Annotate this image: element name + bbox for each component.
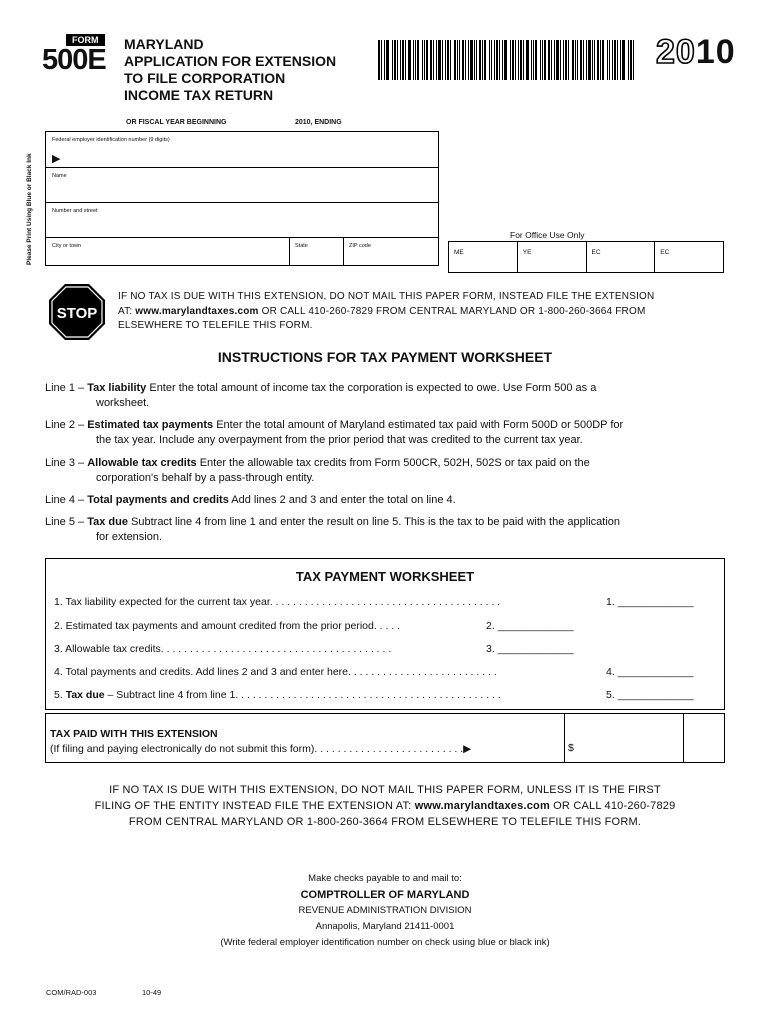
barcode-bar bbox=[565, 40, 567, 80]
barcode-bar bbox=[484, 40, 486, 80]
fein-field[interactable] bbox=[46, 132, 438, 168]
barcode-bar bbox=[476, 40, 477, 80]
divider bbox=[564, 714, 565, 762]
barcode-bar bbox=[572, 40, 574, 80]
line-prefix: 5. bbox=[54, 689, 66, 701]
barcode-bar bbox=[482, 40, 483, 80]
barcode-bar bbox=[526, 40, 529, 80]
mail-payee: COMPTROLLER OF MARYLAND bbox=[300, 889, 470, 901]
line-prefix: Line 1 – bbox=[45, 382, 88, 394]
barcode-bar bbox=[417, 40, 419, 80]
barcode-bar bbox=[445, 40, 446, 80]
mail-note: (Write federal employer identification number on check using blue or black ink) bbox=[220, 937, 550, 948]
line-term: Total payments and credits bbox=[87, 494, 229, 506]
barcode-bar bbox=[415, 40, 416, 80]
barcode-bar bbox=[479, 40, 481, 80]
barcode-bar bbox=[583, 40, 584, 80]
tax-paid-subtitle: (If filing and paying electronically do not submit this form). . . . . . . . . . . . . . . . . . . . . . . . . . bbox=[50, 743, 464, 755]
barcode-bar bbox=[533, 40, 534, 80]
barcode-bar bbox=[575, 40, 576, 80]
line-number: 5. bbox=[606, 689, 615, 701]
barcode-bar bbox=[510, 40, 511, 80]
barcode-bar bbox=[386, 40, 389, 80]
instruction-item bbox=[45, 456, 735, 486]
line-blank: _____________ bbox=[617, 666, 694, 678]
barcode-bar bbox=[588, 40, 591, 80]
line-prefix: Line 3 – bbox=[45, 457, 88, 469]
mail-division: REVENUE ADMINISTRATION DIVISION bbox=[298, 905, 472, 916]
form-revision: 10-49 bbox=[142, 988, 162, 997]
barcode-bar bbox=[563, 40, 564, 80]
line-text: Add lines 2 and 3 and enter the total on line 4. bbox=[228, 494, 456, 506]
tax-paid-box bbox=[45, 713, 725, 763]
barcode-bar bbox=[457, 40, 458, 80]
worksheet-line-1-label: 1. Tax liability expected for the current tax year. . . . . . . . . . . . . . . . . . . . . . . . . . . . . . . . . . . . . . . . bbox=[54, 596, 501, 608]
line-blank: _____________ bbox=[497, 643, 574, 655]
barcode bbox=[378, 40, 636, 80]
barcode-bar bbox=[489, 40, 490, 80]
year-solid: 10 bbox=[695, 33, 736, 71]
street-field[interactable] bbox=[46, 203, 438, 238]
line-prefix: Line 5 – bbox=[45, 516, 88, 528]
barcode-bar bbox=[502, 40, 503, 80]
barcode-bar bbox=[454, 40, 456, 80]
mail-city: Annapolis, Maryland 21411-0001 bbox=[315, 921, 455, 932]
barcode-bar bbox=[413, 40, 414, 80]
barcode-bar bbox=[602, 40, 604, 80]
line-cont: corporation's behalf by a pass-through entity. bbox=[96, 472, 315, 484]
city-label: City or town bbox=[52, 243, 82, 249]
fein-label: Federal employer identification number (9 digits) bbox=[52, 137, 170, 143]
dollar-sign: $ bbox=[568, 742, 574, 754]
line-prefix: Line 2 – bbox=[45, 419, 88, 431]
barcode-bar bbox=[494, 40, 495, 80]
barcode-bar bbox=[551, 40, 552, 80]
form-title bbox=[124, 36, 384, 104]
barcode-bar bbox=[614, 40, 616, 80]
barcode-bar bbox=[496, 40, 498, 80]
barcode-bar bbox=[408, 40, 411, 80]
barcode-bar bbox=[470, 40, 473, 80]
barcode-bar bbox=[499, 40, 500, 80]
notice-line-rest: OR CALL 410-260-7829 bbox=[549, 800, 676, 812]
notice-line: IF NO TAX IS DUE WITH THIS EXTENSION, DO NOT MAIL THIS PAPER FORM, UNLESS IT IS THE FIRST bbox=[109, 784, 661, 796]
barcode-bar bbox=[392, 40, 393, 80]
stop-line: ELSEWHERE TO TELEFILE THIS FORM. bbox=[118, 320, 313, 331]
line-number: 2. bbox=[486, 620, 495, 632]
tax-paid-cents-field[interactable] bbox=[686, 716, 722, 760]
barcode-bar bbox=[531, 40, 532, 80]
barcode-bar bbox=[433, 40, 434, 80]
barcode-bar bbox=[518, 40, 519, 80]
tax-year bbox=[656, 33, 736, 72]
barcode-bar bbox=[459, 40, 460, 80]
barcode-bar bbox=[424, 40, 425, 80]
barcode-bar bbox=[384, 40, 385, 80]
tax-paid-title: TAX PAID WITH THIS EXTENSION bbox=[50, 728, 218, 740]
line-term: Tax due bbox=[87, 516, 128, 528]
stop-sign-icon bbox=[48, 283, 106, 341]
barcode-bar bbox=[556, 40, 559, 80]
worksheet-line-4-label: 4. Total payments and credits. Add lines 2 and 3 and enter here. . . . . . . . . . . . . . . . . . . . . . . . . . bbox=[54, 666, 497, 678]
barcode-bar bbox=[568, 40, 569, 80]
barcode-bar bbox=[491, 40, 492, 80]
stop-sign-text: STOP bbox=[56, 305, 98, 322]
title-line: INCOME TAX RETURN bbox=[124, 87, 274, 103]
stop-line: IF NO TAX IS DUE WITH THIS EXTENSION, DO NOT MAIL THIS PAPER FORM, INSTEAD FILE THE EXTENSION bbox=[118, 291, 655, 302]
line-term: Estimated tax payments bbox=[87, 419, 214, 431]
line-blank: _____________ bbox=[617, 689, 694, 701]
barcode-bar bbox=[430, 40, 432, 80]
line-term: Tax due bbox=[65, 689, 105, 701]
barcode-bar bbox=[523, 40, 524, 80]
line-text: Enter the allowable tax credits from Form 500CR, 502H, 502S or tax paid on the bbox=[196, 457, 590, 469]
barcode-bar bbox=[450, 40, 451, 80]
line-cont: worksheet. bbox=[96, 397, 150, 409]
arrow-right-icon: ▶ bbox=[52, 153, 61, 165]
worksheet-line-3-label: 3. Allowable tax credits. . . . . . . . . . . . . . . . . . . . . . . . . . . . . . . . . . . . . . . . bbox=[54, 643, 392, 655]
year-outlined: 20 bbox=[656, 33, 696, 71]
state-label: State bbox=[295, 243, 308, 249]
barcode-bar bbox=[397, 40, 398, 80]
tax-paid-amount-field[interactable] bbox=[568, 742, 682, 760]
barcode-bar bbox=[535, 40, 537, 80]
website-link[interactable]: www.marylandtaxes.com bbox=[414, 800, 550, 812]
barcode-bar bbox=[540, 40, 541, 80]
instruction-item bbox=[45, 515, 735, 545]
barcode-bar bbox=[548, 40, 550, 80]
barcode-bar bbox=[542, 40, 543, 80]
line-blank: _____________ bbox=[617, 596, 694, 608]
office-use-box bbox=[448, 241, 724, 273]
fiscal-year-ending: 2010, ENDING bbox=[295, 119, 342, 126]
title-line: APPLICATION FOR EXTENSION bbox=[124, 53, 337, 69]
line-number: 1. bbox=[606, 596, 615, 608]
worksheet-line-2-field[interactable] bbox=[486, 620, 574, 632]
line-term: Tax liability bbox=[87, 382, 147, 394]
office-cell-ec: EC bbox=[660, 249, 670, 256]
state-field[interactable] bbox=[289, 238, 344, 266]
barcode-bar bbox=[512, 40, 514, 80]
title-line: MARYLAND bbox=[124, 36, 204, 52]
line-blank: _____________ bbox=[497, 620, 574, 632]
instruction-item bbox=[45, 493, 735, 508]
barcode-bar bbox=[465, 40, 466, 80]
barcode-bar bbox=[580, 40, 582, 80]
barcode-bar bbox=[442, 40, 443, 80]
barcode-bar bbox=[597, 40, 599, 80]
barcode-bar bbox=[378, 40, 380, 80]
stop-notice bbox=[118, 290, 738, 334]
website-link[interactable]: www.marylandtaxes.com bbox=[135, 305, 259, 317]
barcode-bar bbox=[607, 40, 608, 80]
barcode-bar bbox=[617, 40, 618, 80]
instructions-heading: INSTRUCTIONS FOR TAX PAYMENT WORKSHEET bbox=[217, 349, 553, 365]
line-text: – Subtract line 4 from line 1. . . . . . . . . . . . . . . . . . . . . . . . . . . . . . . . . . . . . . . . . . . . . . bbox=[104, 689, 501, 701]
barcode-bar bbox=[628, 40, 629, 80]
office-cell-ec: EC bbox=[587, 242, 656, 272]
barcode-bar bbox=[633, 40, 634, 80]
office-cell-ye: YE bbox=[518, 242, 587, 272]
mail-instruction: Make checks payable to and mail to: bbox=[308, 873, 462, 884]
divider bbox=[683, 714, 684, 762]
barcode-bar bbox=[394, 40, 396, 80]
zip-label: ZIP code bbox=[349, 243, 371, 249]
city-field[interactable] bbox=[46, 238, 290, 266]
form-code: COM/RAD-003 bbox=[46, 988, 97, 997]
barcode-bar bbox=[544, 40, 546, 80]
barcode-bar bbox=[600, 40, 601, 80]
form-number: 500E bbox=[42, 44, 106, 76]
line-text: Enter the total amount of income tax the corporation is expected to owe. Use Form 500 as a bbox=[146, 382, 597, 394]
no-tax-notice bbox=[40, 782, 730, 830]
stop-line-prefix: AT: bbox=[118, 305, 136, 317]
barcode-bar bbox=[560, 40, 561, 80]
worksheet-line-1-field[interactable] bbox=[606, 596, 694, 608]
fiscal-year-beginning: OR FISCAL YEAR BEGINNING bbox=[126, 119, 227, 126]
notice-line: FROM CENTRAL MARYLAND OR 1-800-260-3664 FROM ELSEWHERE TO TELEFILE THIS FORM. bbox=[128, 816, 642, 828]
barcode-bar bbox=[402, 40, 404, 80]
worksheet-line-2-label: 2. Estimated tax payments and amount credited from the prior period. . . . . bbox=[54, 620, 401, 632]
barcode-bar bbox=[381, 40, 382, 80]
tax-payment-worksheet bbox=[45, 558, 725, 710]
barcode-bar bbox=[622, 40, 625, 80]
barcode-bar bbox=[620, 40, 621, 80]
barcode-bar bbox=[520, 40, 522, 80]
instruction-item bbox=[45, 381, 735, 411]
worksheet-title: TAX PAYMENT WORKSHEET bbox=[295, 569, 475, 584]
barcode-bar bbox=[515, 40, 516, 80]
barcode-bar bbox=[504, 40, 507, 80]
ink-note: Please Print Using Blue or Black Ink bbox=[26, 153, 33, 265]
line-number: 4. bbox=[606, 666, 615, 678]
worksheet-line-3-field[interactable] bbox=[486, 643, 574, 655]
line-text: Subtract line 4 from line 1 and enter the result on line 5. This is the tax to be paid with the application bbox=[127, 516, 620, 528]
street-label: Number and street bbox=[52, 208, 98, 214]
barcode-bar bbox=[609, 40, 610, 80]
line-prefix: Line 4 – bbox=[45, 494, 88, 506]
barcode-bar bbox=[474, 40, 475, 80]
zip-field[interactable] bbox=[343, 238, 438, 266]
name-label: Name bbox=[52, 173, 67, 179]
line-number: 3. bbox=[486, 643, 495, 655]
line-term: Allowable tax credits bbox=[87, 457, 197, 469]
notice-line-prefix: FILING OF THE ENTITY INSTEAD FILE THE EXTENSION AT: bbox=[94, 800, 415, 812]
barcode-bar bbox=[438, 40, 441, 80]
tax-paid-label bbox=[50, 727, 471, 757]
barcode-bar bbox=[426, 40, 428, 80]
office-cell-me: ME bbox=[449, 242, 518, 272]
barcode-bar bbox=[462, 40, 464, 80]
form-label: FORM bbox=[66, 34, 105, 46]
office-use-title: For Office Use Only bbox=[510, 230, 585, 240]
barcode-bar bbox=[400, 40, 401, 80]
name-field[interactable] bbox=[46, 168, 438, 203]
worksheet-line-4-field[interactable] bbox=[606, 666, 694, 678]
taxpayer-id-box bbox=[45, 131, 439, 266]
worksheet-line-5-field[interactable] bbox=[606, 689, 694, 701]
barcode-bar bbox=[586, 40, 587, 80]
barcode-bar bbox=[468, 40, 469, 80]
worksheet-line-5-label bbox=[54, 689, 501, 701]
city-row bbox=[46, 238, 438, 266]
title-line: TO FILE CORPORATION bbox=[124, 70, 286, 86]
mailing-address bbox=[0, 871, 770, 951]
barcode-bar bbox=[577, 40, 578, 80]
line-cont: the tax year. Include any overpayment from the prior period that was credited to the current tax year. bbox=[96, 434, 583, 446]
barcode-bar bbox=[554, 40, 555, 80]
barcode-bar bbox=[447, 40, 449, 80]
barcode-bar bbox=[592, 40, 593, 80]
arrow-right-icon: ▶ bbox=[463, 743, 472, 755]
barcode-bar bbox=[612, 40, 613, 80]
barcode-bar bbox=[422, 40, 423, 80]
instruction-item bbox=[45, 418, 735, 448]
barcode-bar bbox=[594, 40, 595, 80]
stop-line-rest: OR CALL 410-260-7829 FROM CENTRAL MARYLAND OR 1-800-260-3664 FROM bbox=[258, 305, 646, 317]
line-text: Enter the total amount of Maryland estimated tax paid with Form 500D or 500DP for bbox=[213, 419, 624, 431]
barcode-bar bbox=[436, 40, 437, 80]
line-cont: for extension. bbox=[96, 531, 163, 543]
barcode-bar bbox=[630, 40, 632, 80]
barcode-bar bbox=[405, 40, 406, 80]
